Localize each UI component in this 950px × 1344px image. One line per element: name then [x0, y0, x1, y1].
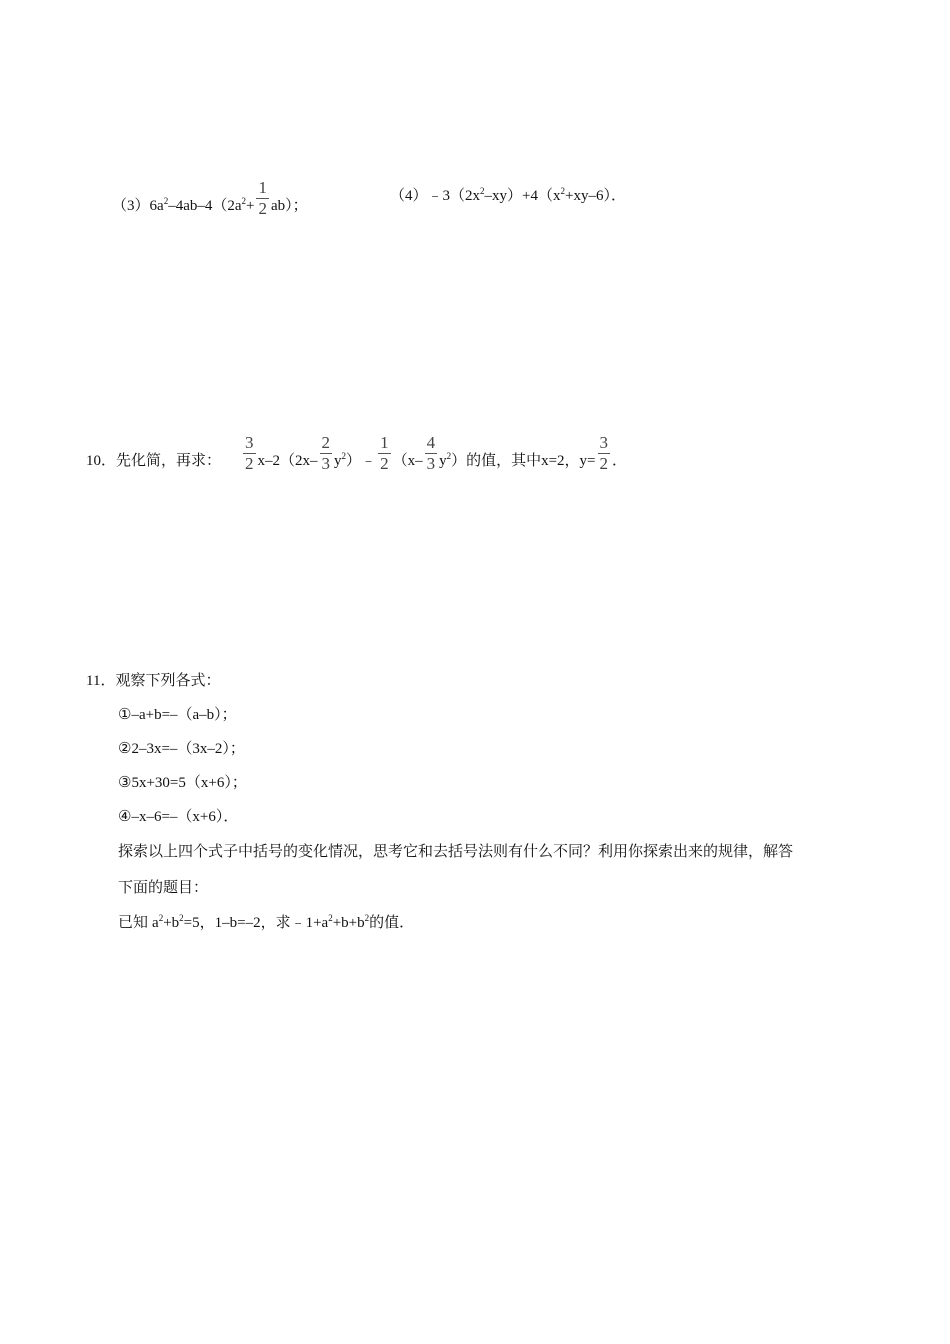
fraction-four-thirds: $\frac{4}{3}$ [426, 433, 436, 473]
q9-part4-label: （4） [390, 188, 428, 204]
q9-part3: $(3)6a^2-4ab-4(2a^2+$ $\frac{1}{2}$ ab）； [112, 178, 308, 218]
q10-number: 10． [86, 452, 117, 469]
q10: 10．先化简，再求： $\frac{3}{2}$ x–2（2x– $\frac{2}{3}$ $y^2)﹣$ $\frac{1}{2}$ （x– $\frac{4}{3}$ $y^2$）的值，其中x=2，y= $\frac{3}{2}$ ． [86, 433, 628, 473]
q11-item-1: ①–a+b=–（a–b）； [118, 707, 237, 723]
fraction-two-thirds: $\frac{2}{3}$ [321, 433, 331, 473]
fraction-three-halves: $\frac{3}{2}$ [245, 433, 254, 473]
q11-heading: 11．观察下列各式： [86, 673, 221, 689]
q11-given: 已知 $a^2+b^2=5$，1–b=–2，求$﹣1+a^2+b+b^2$的值． [118, 913, 415, 931]
fraction-three-halves: $\frac{3}{2}$ [599, 433, 609, 473]
q11-explore-line1: 探索以上四个式子中括号的变化情况，思考它和去括号法则有什么不同？利用你探索出来的规律，解答 [118, 844, 794, 860]
q11-item-2: ②2–3x=–（3x–2）； [118, 741, 245, 757]
q9-part3-label: （3） [112, 197, 150, 214]
q11-item-4: ④–x–6=–（x+6）． [118, 809, 239, 825]
q11-item-3: ③5x+30=5（x+6）； [118, 775, 247, 791]
q11-explore-line2: 下面的题目： [118, 880, 209, 896]
q9-part4: $(4)﹣3(2x^2-xy)+4(x^2+xy-6)$． [390, 186, 626, 204]
fraction-one-half: $\frac{1}{2}$ [258, 178, 267, 218]
q11-number: 11． [86, 673, 116, 689]
fraction-one-half: $\frac{1}{2}$ [380, 433, 389, 473]
